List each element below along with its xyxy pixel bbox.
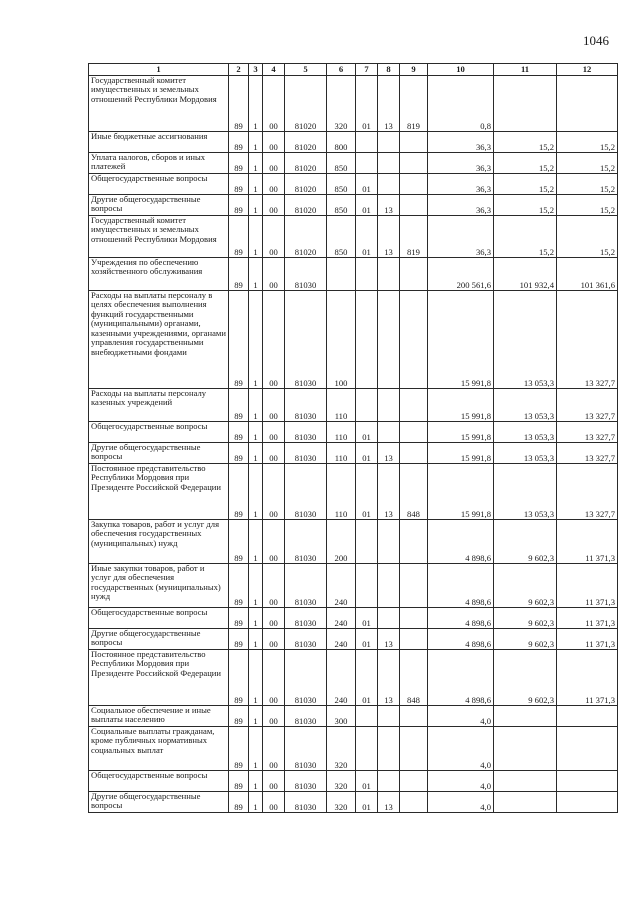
table-row [89,216,618,258]
amount-cell: 15,2 [557,153,618,174]
code-cell: 81020 [285,195,327,216]
code-cell: 00 [263,174,285,195]
amount-cell: 9 602,3 [494,629,557,650]
code-cell: 850 [327,195,356,216]
header-cell: 5 [285,64,327,76]
table-row [89,771,618,792]
code-cell: 00 [263,629,285,650]
code-cell: 848 [400,464,428,520]
table-row [89,389,618,422]
amount-cell: 4,0 [428,792,494,813]
code-cell: 819 [400,76,428,132]
code-cell [356,727,378,771]
code-cell: 1 [249,608,263,629]
code-cell: 01 [356,174,378,195]
code-cell: 320 [327,76,356,132]
amount-cell: 36,3 [428,132,494,153]
code-cell: 00 [263,422,285,443]
row-name-cell: Общегосударственные вопросы [89,422,229,443]
code-cell [378,564,400,608]
code-cell [356,291,378,389]
amount-cell: 11 371,3 [557,629,618,650]
code-cell: 89 [229,291,249,389]
code-cell [400,443,428,464]
amount-cell: 200 561,6 [428,258,494,291]
code-cell [378,520,400,564]
code-cell: 81030 [285,564,327,608]
amount-cell [557,706,618,727]
table-row [89,608,618,629]
amount-cell: 13 053,3 [494,464,557,520]
code-cell [400,389,428,422]
amount-cell: 15,2 [557,195,618,216]
amount-cell: 15,2 [494,174,557,195]
header-cell: 7 [356,64,378,76]
code-cell: 00 [263,706,285,727]
code-cell: 01 [356,464,378,520]
code-cell [400,153,428,174]
code-cell: 1 [249,153,263,174]
code-cell [400,727,428,771]
code-cell: 240 [327,564,356,608]
code-cell: 01 [356,422,378,443]
code-cell: 1 [249,195,263,216]
row-name-cell: Иные закупки товаров, работ и услуг для обеспечения государственных (муниципальных) нужд [89,564,229,608]
code-cell: 110 [327,389,356,422]
amount-cell: 4,0 [428,771,494,792]
amount-cell: 9 602,3 [494,650,557,706]
amount-cell: 13 053,3 [494,291,557,389]
row-name-cell: Государственный комитет имущественных и земельных отношений Республики Мордовия [89,216,229,258]
amount-cell [557,727,618,771]
table-body [89,76,618,813]
code-cell: 89 [229,76,249,132]
code-cell: 1 [249,389,263,422]
code-cell [400,291,428,389]
amount-cell [557,792,618,813]
code-cell [400,174,428,195]
code-cell: 800 [327,132,356,153]
amount-cell: 11 371,3 [557,650,618,706]
code-cell: 850 [327,174,356,195]
code-cell: 00 [263,258,285,291]
row-name-cell: Другие общегосударственные вопросы [89,195,229,216]
code-cell [327,258,356,291]
header-cell: 1 [89,64,229,76]
code-cell: 1 [249,216,263,258]
amount-cell: 15 991,8 [428,422,494,443]
row-name-cell: Социальные выплаты гражданам, кроме публичных нормативных социальных выплат [89,727,229,771]
amount-cell: 15,2 [494,132,557,153]
code-cell: 13 [378,195,400,216]
row-name-cell: Уплата налогов, сборов и иных платежей [89,153,229,174]
code-cell: 89 [229,706,249,727]
code-cell: 81030 [285,443,327,464]
row-name-cell: Другие общегосударственные вопросы [89,629,229,650]
code-cell: 13 [378,443,400,464]
header-cell: 9 [400,64,428,76]
amount-cell: 15 991,8 [428,389,494,422]
code-cell: 320 [327,727,356,771]
code-cell: 89 [229,727,249,771]
code-cell [400,792,428,813]
code-cell: 1 [249,520,263,564]
code-cell: 00 [263,520,285,564]
amount-cell: 11 371,3 [557,564,618,608]
code-cell: 1 [249,727,263,771]
code-cell: 00 [263,132,285,153]
code-cell: 1 [249,258,263,291]
code-cell [378,771,400,792]
amount-cell: 13 053,3 [494,422,557,443]
code-cell [378,132,400,153]
code-cell: 1 [249,174,263,195]
code-cell: 81030 [285,629,327,650]
code-cell [356,132,378,153]
code-cell [378,706,400,727]
code-cell: 89 [229,195,249,216]
row-name-cell: Постоянное представительство Республики Мордовия при Президенте Российской Федерации [89,650,229,706]
amount-cell [494,771,557,792]
code-cell: 89 [229,629,249,650]
code-cell: 13 [378,650,400,706]
amount-cell: 13 327,7 [557,443,618,464]
amount-cell [557,76,618,132]
row-name-cell: Общегосударственные вопросы [89,174,229,195]
code-cell: 81030 [285,771,327,792]
amount-cell: 15,2 [494,153,557,174]
code-cell: 01 [356,608,378,629]
code-cell: 89 [229,153,249,174]
row-name-cell: Иные бюджетные ассигнования [89,132,229,153]
header-cell: 11 [494,64,557,76]
code-cell [400,132,428,153]
amount-cell: 9 602,3 [494,608,557,629]
code-cell: 81030 [285,650,327,706]
code-cell: 81030 [285,464,327,520]
code-cell: 89 [229,792,249,813]
code-cell: 110 [327,443,356,464]
code-cell: 00 [263,216,285,258]
amount-cell: 101 932,4 [494,258,557,291]
amount-cell: 15,2 [557,216,618,258]
amount-cell: 36,3 [428,216,494,258]
amount-cell: 101 361,6 [557,258,618,291]
header-row [89,64,618,76]
table-row [89,520,618,564]
amount-cell: 4 898,6 [428,608,494,629]
row-name-cell: Общегосударственные вопросы [89,771,229,792]
code-cell: 81020 [285,153,327,174]
amount-cell: 15 991,8 [428,464,494,520]
row-name-cell: Социальное обеспечение и иные выплаты населению [89,706,229,727]
code-cell: 00 [263,608,285,629]
code-cell: 00 [263,650,285,706]
code-cell: 240 [327,650,356,706]
header-cell: 10 [428,64,494,76]
amount-cell: 11 371,3 [557,520,618,564]
code-cell [356,520,378,564]
amount-cell: 4,0 [428,706,494,727]
code-cell: 1 [249,792,263,813]
table-row [89,706,618,727]
amount-cell: 13 327,7 [557,389,618,422]
amount-cell: 15,2 [557,132,618,153]
code-cell [400,706,428,727]
code-cell: 13 [378,792,400,813]
code-cell: 1 [249,650,263,706]
code-cell: 00 [263,792,285,813]
code-cell: 1 [249,422,263,443]
code-cell: 81030 [285,258,327,291]
code-cell: 01 [356,216,378,258]
code-cell: 320 [327,771,356,792]
code-cell: 1 [249,629,263,650]
code-cell: 00 [263,153,285,174]
header-cell: 4 [263,64,285,76]
code-cell [356,389,378,422]
amount-cell: 13 327,7 [557,422,618,443]
code-cell [378,153,400,174]
table-row [89,195,618,216]
code-cell: 00 [263,76,285,132]
code-cell: 819 [400,216,428,258]
code-cell: 00 [263,771,285,792]
amount-cell: 11 371,3 [557,608,618,629]
code-cell: 1 [249,771,263,792]
code-cell: 89 [229,389,249,422]
code-cell [356,153,378,174]
code-cell: 850 [327,153,356,174]
code-cell: 01 [356,443,378,464]
code-cell: 1 [249,564,263,608]
code-cell: 01 [356,771,378,792]
amount-cell [557,771,618,792]
code-cell: 13 [378,464,400,520]
amount-cell: 9 602,3 [494,520,557,564]
amount-cell [494,727,557,771]
code-cell [400,608,428,629]
code-cell: 01 [356,792,378,813]
code-cell: 01 [356,629,378,650]
table-row [89,258,618,291]
table-row [89,792,618,813]
amount-cell: 15 991,8 [428,291,494,389]
amount-cell: 13 327,7 [557,291,618,389]
row-name-cell: Государственный комитет имущественных и земельных отношений Республики Мордовия [89,76,229,132]
code-cell [378,258,400,291]
amount-cell: 4 898,6 [428,629,494,650]
row-name-cell: Другие общегосударственные вопросы [89,443,229,464]
row-name-cell: Общегосударственные вопросы [89,608,229,629]
table-row [89,174,618,195]
header-cell: 8 [378,64,400,76]
code-cell [400,195,428,216]
code-cell [378,422,400,443]
code-cell: 00 [263,443,285,464]
code-cell [400,771,428,792]
code-cell: 00 [263,727,285,771]
code-cell [378,291,400,389]
amount-cell [494,76,557,132]
code-cell: 89 [229,564,249,608]
code-cell: 200 [327,520,356,564]
amount-cell: 4,0 [428,727,494,771]
row-name-cell: Закупка товаров, работ и услуг для обеспечения государственных (муниципальных) нужд [89,520,229,564]
code-cell: 00 [263,195,285,216]
code-cell: 00 [263,464,285,520]
table-row [89,132,618,153]
table-row [89,727,618,771]
amount-cell [494,706,557,727]
code-cell: 850 [327,216,356,258]
code-cell: 89 [229,771,249,792]
code-cell: 00 [263,389,285,422]
code-cell: 13 [378,76,400,132]
code-cell: 89 [229,174,249,195]
row-name-cell: Постоянное представительство Республики Мордовия при Президенте Российской Федерации [89,464,229,520]
code-cell: 89 [229,216,249,258]
code-cell: 320 [327,792,356,813]
code-cell [356,706,378,727]
amount-cell: 15,2 [557,174,618,195]
code-cell: 89 [229,132,249,153]
code-cell: 1 [249,132,263,153]
table-row [89,291,618,389]
table-row [89,650,618,706]
code-cell: 81020 [285,174,327,195]
amount-cell: 4 898,6 [428,564,494,608]
code-cell: 13 [378,629,400,650]
code-cell: 89 [229,258,249,291]
code-cell: 81030 [285,706,327,727]
code-cell: 89 [229,650,249,706]
code-cell: 240 [327,608,356,629]
page-number: 1046 [583,33,609,48]
amount-cell: 36,3 [428,195,494,216]
code-cell: 1 [249,443,263,464]
header-cell: 6 [327,64,356,76]
code-cell [400,258,428,291]
header-cell: 3 [249,64,263,76]
amount-cell: 13 053,3 [494,389,557,422]
code-cell [378,727,400,771]
amount-cell: 15 991,8 [428,443,494,464]
row-name-cell: Расходы на выплаты персоналу в целях обеспечения выполнения функций государственными (муниципальными) органами, казенными учреждениями, органами управления государственными внебюджетными фондами [89,291,229,389]
code-cell [400,564,428,608]
code-cell: 81030 [285,727,327,771]
code-cell [356,564,378,608]
code-cell: 240 [327,629,356,650]
table-row [89,422,618,443]
code-cell: 1 [249,291,263,389]
table-row [89,564,618,608]
code-cell: 81020 [285,132,327,153]
code-cell: 81020 [285,76,327,132]
code-cell: 110 [327,464,356,520]
code-cell: 89 [229,520,249,564]
code-cell [378,389,400,422]
code-cell: 81030 [285,792,327,813]
table-row [89,76,618,132]
amount-cell: 9 602,3 [494,564,557,608]
amount-cell: 13 053,3 [494,443,557,464]
amount-cell: 15,2 [494,216,557,258]
code-cell: 81030 [285,291,327,389]
code-cell [356,258,378,291]
code-cell: 89 [229,443,249,464]
amount-cell: 4 898,6 [428,650,494,706]
code-cell [400,520,428,564]
amount-cell: 13 327,7 [557,464,618,520]
code-cell: 89 [229,464,249,520]
table-row [89,153,618,174]
code-cell: 1 [249,706,263,727]
code-cell: 300 [327,706,356,727]
code-cell: 81030 [285,422,327,443]
table-row [89,443,618,464]
amount-cell: 36,3 [428,174,494,195]
amount-cell: 36,3 [428,153,494,174]
code-cell: 81030 [285,389,327,422]
code-cell: 00 [263,564,285,608]
code-cell [400,629,428,650]
code-cell: 110 [327,422,356,443]
code-cell [378,174,400,195]
code-cell: 1 [249,76,263,132]
code-cell: 81030 [285,608,327,629]
code-cell: 100 [327,291,356,389]
code-cell: 00 [263,291,285,389]
code-cell: 81030 [285,520,327,564]
amount-cell: 4 898,6 [428,520,494,564]
row-name-cell: Учреждения по обеспечению хозяйственного обслуживания [89,258,229,291]
code-cell: 89 [229,422,249,443]
code-cell: 1 [249,464,263,520]
budget-table [88,63,618,813]
amount-cell: 15,2 [494,195,557,216]
code-cell: 848 [400,650,428,706]
header-cell: 12 [557,64,618,76]
code-cell: 81020 [285,216,327,258]
header-cell: 2 [229,64,249,76]
row-name-cell: Другие общегосударственные вопросы [89,792,229,813]
row-name-cell: Расходы на выплаты персоналу казенных учреждений [89,389,229,422]
code-cell: 89 [229,608,249,629]
code-cell: 01 [356,76,378,132]
code-cell [400,422,428,443]
code-cell: 01 [356,195,378,216]
table-row [89,464,618,520]
amount-cell [494,792,557,813]
code-cell [378,608,400,629]
code-cell: 01 [356,650,378,706]
code-cell: 13 [378,216,400,258]
amount-cell: 0,8 [428,76,494,132]
table-row [89,629,618,650]
